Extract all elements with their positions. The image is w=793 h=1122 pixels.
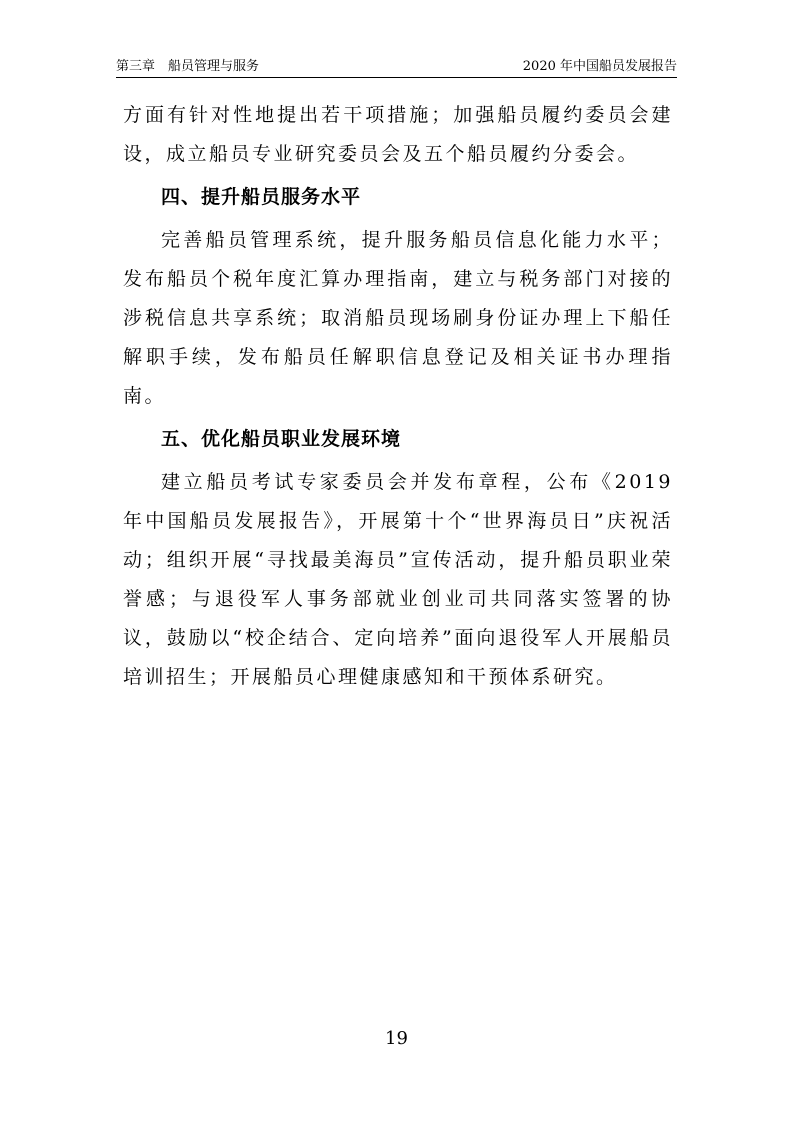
section-heading-4: 四、提升船员服务水平	[161, 186, 362, 208]
page-body	[123, 96, 673, 701]
page-number: 19	[385, 1028, 408, 1049]
paragraph-section-4: 完善船员管理系统，提升服务船员信息化能力水平；发布船员个税年度汇算办理指南，建立与税务部门对接的涉税信息共享系统；取消船员现场刷身份证办理上下船任解职手续，发布船员任解职信息登记及相关证书办理指南。	[123, 229, 673, 407]
section-heading-5: 五、优化船员职业发展环境	[161, 428, 402, 450]
running-header	[116, 50, 677, 78]
paragraph-section-5: 建立船员考试专家委员会并发布章程，公布《2019 年中国船员发展报告》，开展第十个“世界海员日”庆祝活动；组织开展“寻找最美海员”宣传活动，提升船员职业荣誉感；与退役军人事务部就业创业司共同落实签署的协议，鼓励以“校企结合、定向培养”面向退役军人开展船员培训招生；开展船员心理健康感知和干预体系研究。	[123, 471, 673, 688]
report-title: 2020 年中国船员发展报告	[522, 59, 677, 74]
chapter-title: 第三章 船员管理与服务	[116, 59, 260, 74]
paragraph-continued: 方面有针对性地提出若干项措施；加强船员履约委员会建设，成立船员专业研究委员会及五个船员履约分委会。	[123, 104, 673, 165]
